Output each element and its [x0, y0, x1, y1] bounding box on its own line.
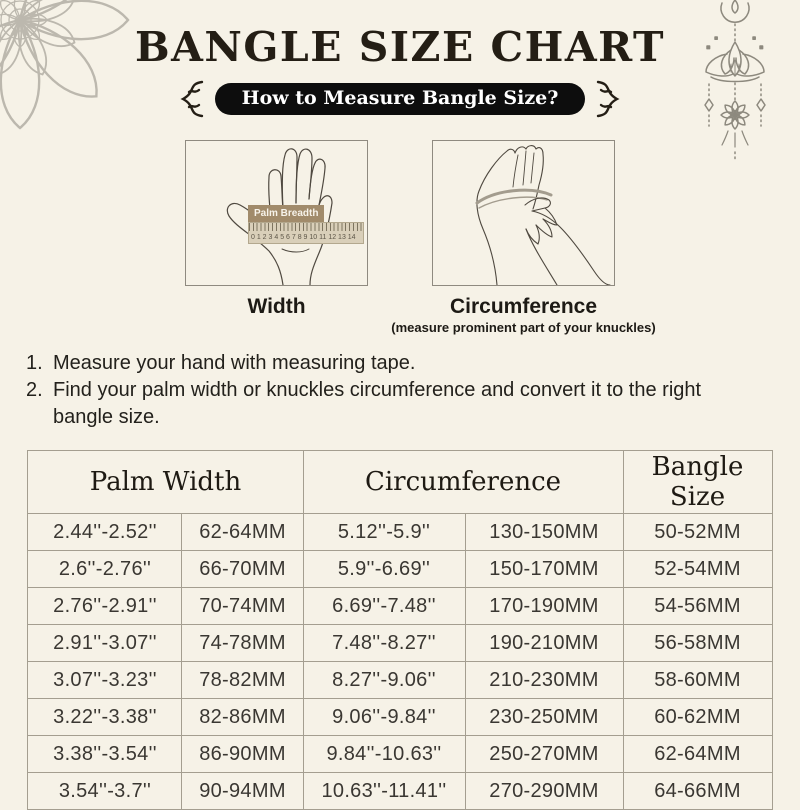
table-cell: 3.07''-3.23'': [28, 662, 182, 699]
how-to-measure-pill: How to Measure Bangle Size?: [215, 83, 586, 115]
table-cell: 2.76''-2.91'': [28, 588, 182, 625]
table-cell: 3.22''-3.38'': [28, 699, 182, 736]
palm-breadth-label: Palm Breadth: [248, 205, 324, 222]
table-cell: 8.27''-9.06'': [303, 662, 465, 699]
table-cell: 6.69''-7.48'': [303, 588, 465, 625]
bangle-size-table: [27, 450, 772, 810]
table-cell: 2.44''-2.52'': [28, 514, 182, 551]
table-cell: 2.91''-3.07'': [28, 625, 182, 662]
instructions: [26, 350, 774, 431]
instruction-text: Measure your hand with measuring tape.: [53, 352, 416, 375]
table-cell: 74-78MM: [182, 625, 303, 662]
table-cell: 64-66MM: [623, 773, 772, 810]
table-cell: 52-54MM: [623, 551, 772, 588]
circumference-figure: [391, 140, 656, 336]
ruler: [248, 222, 364, 244]
table-cell: 5.9''-6.69'': [303, 551, 465, 588]
ruler-ticks: [249, 223, 363, 231]
page-title: BANGLE SIZE CHART: [134, 23, 666, 71]
header-circumference: Circumference: [303, 451, 623, 514]
width-figure: [185, 140, 368, 335]
table-cell: 3.54''-3.7'': [28, 773, 182, 810]
width-caption: Width: [247, 295, 306, 319]
table-cell: 70-74MM: [182, 588, 303, 625]
table-row: [28, 773, 772, 810]
table-cell: 250-270MM: [465, 736, 623, 773]
table-cell: 150-170MM: [465, 551, 623, 588]
table-cell: 50-52MM: [623, 514, 772, 551]
table-row: [28, 514, 772, 551]
table-row: [28, 588, 772, 625]
circumference-note: (measure prominent part of your knuckles): [391, 320, 656, 336]
table-cell: 210-230MM: [465, 662, 623, 699]
instruction-text: Find your palm width or knuckles circumference and convert it to the right bangle size.: [53, 379, 702, 429]
instruction-item: [26, 350, 774, 377]
table-row: [28, 699, 772, 736]
table-cell: 62-64MM: [182, 514, 303, 551]
table-header-row: [28, 451, 772, 514]
table-row: [28, 551, 772, 588]
hands-measuring-icon: [433, 141, 614, 285]
table-cell: 230-250MM: [465, 699, 623, 736]
table-cell: 78-82MM: [182, 662, 303, 699]
table-cell: 62-64MM: [623, 736, 772, 773]
table-row: [28, 625, 772, 662]
table-cell: 9.06''-9.84'': [303, 699, 465, 736]
table-cell: 170-190MM: [465, 588, 623, 625]
hand-circumference-illustration: [432, 140, 615, 286]
table-cell: 90-94MM: [182, 773, 303, 810]
table-cell: 9.84''-10.63'': [303, 736, 465, 773]
table-row: [28, 662, 772, 699]
instruction-number: 1.: [26, 352, 43, 375]
table-cell: 270-290MM: [465, 773, 623, 810]
size-table-body: [28, 514, 772, 810]
instruction-item: [26, 377, 774, 431]
table-cell: 66-70MM: [182, 551, 303, 588]
table-cell: 190-210MM: [465, 625, 623, 662]
table-cell: 60-62MM: [623, 699, 772, 736]
header-palm-width: Palm Width: [28, 451, 303, 514]
flourish-left-icon: [179, 79, 205, 119]
table-cell: 54-56MM: [623, 588, 772, 625]
table-cell: 10.63''-11.41'': [303, 773, 465, 810]
hand-width-illustration: [185, 140, 368, 286]
header-bangle-size: Bangle Size: [623, 451, 772, 514]
table-cell: 82-86MM: [182, 699, 303, 736]
table-cell: 58-60MM: [623, 662, 772, 699]
instruction-number: 2.: [26, 379, 43, 402]
ruler-numbers: 0 1 2 3 4 5 6 7 8 9 10 11 12 13 14: [251, 234, 356, 242]
table-cell: 2.6''-2.76'': [28, 551, 182, 588]
subtitle-row: [0, 79, 800, 119]
measure-illustrations: [0, 140, 800, 335]
table-cell: 56-58MM: [623, 625, 772, 662]
table-cell: 5.12''-5.9'': [303, 514, 465, 551]
table-cell: 86-90MM: [182, 736, 303, 773]
circumference-caption: Circumference: [449, 295, 598, 319]
table-cell: 3.38''-3.54'': [28, 736, 182, 773]
table-cell: 130-150MM: [465, 514, 623, 551]
flourish-right-icon: [595, 79, 621, 119]
table-cell: 7.48''-8.27'': [303, 625, 465, 662]
table-row: [28, 736, 772, 773]
